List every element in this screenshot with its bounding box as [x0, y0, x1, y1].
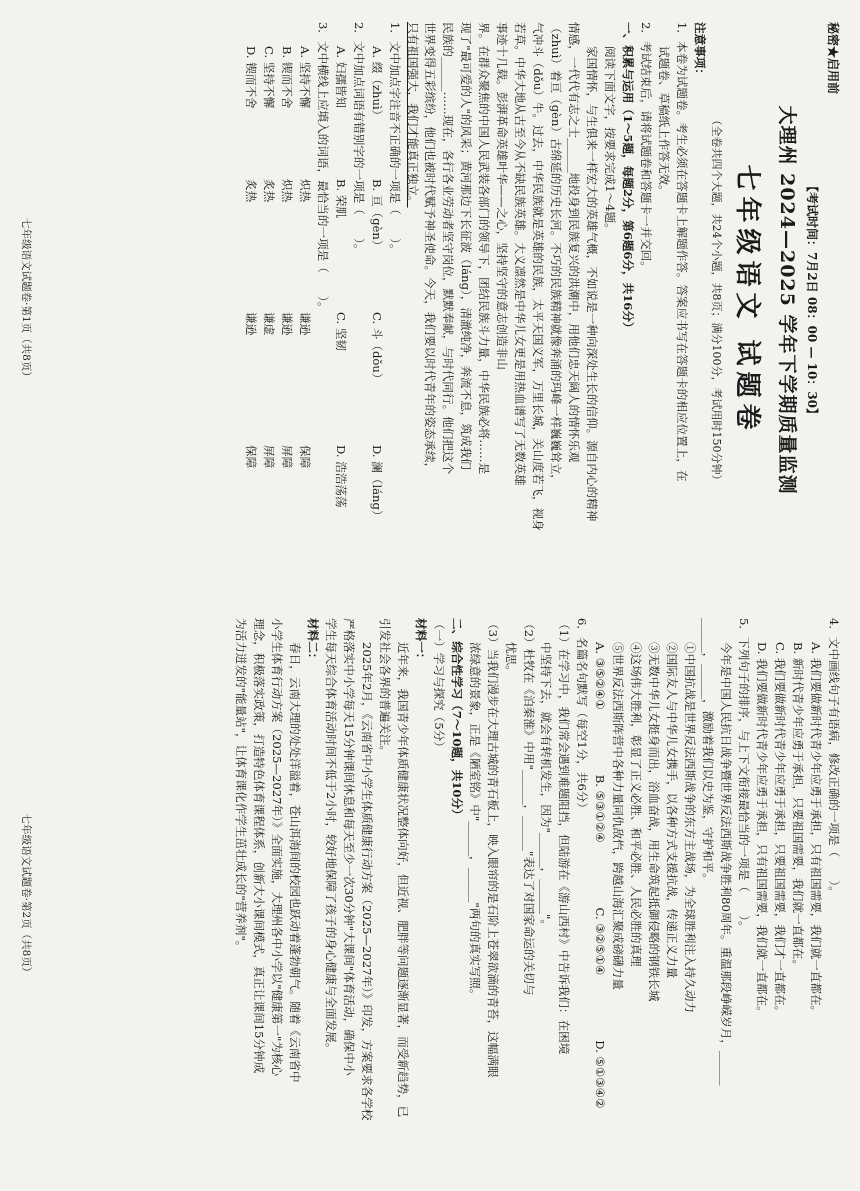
question-3-option-row	[259, 22, 277, 578]
question-3: 3．文中横线上应填入的词语，最恰当的一项是（ ）。	[315, 22, 330, 314]
question-1: 1．文中加点字注音不正确的一项是（ ）。	[387, 22, 402, 256]
q5-item: ④这场伟大胜利，彰显了正义必胜、和平必胜、人民必胜的真理	[629, 642, 644, 967]
option-a: A. 妇孺皆知	[333, 46, 348, 109]
exam-subtitle: 七年级语文 试题卷	[732, 164, 763, 436]
passage-line-underlined: 只有祖国强大，我们才能真正独立。	[405, 22, 420, 208]
q5-item: ①中国抗战是世界反法西斯战争的东方主战场，为全球胜利注入持久动力	[683, 642, 698, 1014]
material-line: 春日，云南大理的处处洋溢着，苍山洱海间的校园也跃动着蓬勃朝气。随着《云南省中	[287, 642, 302, 1083]
option-c: C. 坚韧	[333, 312, 348, 352]
option-cell: 炽热	[279, 179, 294, 203]
question-3-option-row	[295, 22, 313, 578]
option-b: B. 亘（gèn）	[369, 179, 384, 252]
q5-item: ③无数中华儿女挺身而出，浴血奋战，用生命筑起抵御侵略的钢铁长城	[647, 642, 662, 1002]
option-c: C. ③②⑤①④	[593, 907, 608, 976]
page-2-rotated-content	[0, 596, 860, 1191]
q5-item: ②国际友人与中华儿女携手，以各种方式支援抗战，传递正义力量	[665, 642, 680, 979]
question-5: 5．下列句子的排序，与上下文衔接最恰当的一项是（ ）。	[737, 618, 752, 933]
exam-meta: （全卷共四个大题，共24个小题，共8页；满分100分，考试用时150分钟）	[710, 114, 724, 486]
q4-option-c: C. 我们要做新时代青少年应勇于承担，只要祖国需要，我们才一直都在。	[773, 642, 788, 1018]
exam-time: 【考试时间：7月2日 08：00 — 10：30】	[805, 179, 820, 421]
option-d: D. 浩浩荡荡	[333, 445, 348, 508]
option-cell: 屏障	[279, 445, 294, 469]
material-1-label: 材料一：	[413, 618, 428, 665]
question-4: 4．文中画线句子有语病，修改正确的一项是（ ）。	[827, 618, 841, 898]
passage-line-underlined: 世界变得五彩缤纷，他们也被时代赋予神圣使命。今天，我们要以时代青年的姿态承续，	[423, 22, 438, 475]
question-3-option-row	[277, 22, 295, 578]
material-line: 小学生体育行动方案（2025—2027年）》全面实施，大理州各中小学以"健康第一"为核心	[269, 618, 284, 1077]
material-line: 严格落实中小学每天15分钟课间休息和每天至少一次30分钟"大课间"体育活动，确保中小	[341, 618, 356, 1076]
q4-option-d: D. 我们要做新时代青少年应勇于承担，只有祖国需要，我们就一直都在。	[755, 642, 770, 1018]
q5-intro-cont: ______，______，激励着我们以史为鉴，守护和平。	[701, 618, 716, 885]
passage-line: 事迹十几载。彭湃革命英雄叶华——之心，坚持坚守的意志创造非山	[495, 22, 510, 370]
page-footer: 七年级语文试题卷·第2页（共8页）	[20, 813, 33, 978]
option-cell: C. 坚持不懈	[261, 46, 276, 109]
material-line: 理念，积极落实政策，打造特色体育课程体系，创新大小课间模式，真正让课间15分钟成	[252, 618, 266, 1074]
passage-line: 情感，一代代有志之士______地投身到民族复兴的洪潮中，用他们忠天阔人的情怀乐观	[567, 22, 582, 463]
question-6: 6．名篇名句默写（每空1分，共6分）	[575, 618, 590, 815]
section-1-heading: 一、积累与运用（1～5题，每题2分，第6题6分，共16分）	[621, 22, 636, 334]
option-cell: D. 锲而不舍	[243, 46, 258, 109]
question-5-options	[590, 618, 608, 1173]
option-a: A. 缀（zhuì）	[369, 46, 384, 122]
section-1-intro: 阅读下面文字，按要求完成1～4题。	[603, 46, 618, 235]
passage-line: 家国情怀，与生俱来一样宏大的英雄气概，不如说是一种向深处生长的信仰。源自内心的精神	[585, 46, 600, 522]
page-footer: 七年级语文试题卷·第1页（共8页）	[20, 218, 33, 382]
option-cell: 谦逊	[297, 312, 312, 336]
option-cell: 谦虚	[261, 312, 276, 336]
material-line: 学生每天综合体育活动时间不低于2小时，较好地保障了孩子的身心健康与全面发展。	[323, 618, 338, 1055]
material-line: 引发社会各界的普遍关注。	[377, 618, 392, 758]
q6-part-3: （3）当我们漫步在大理古城的青石板上，映入眼帘的是石阶上苍翠欲滴的青苔，这幅满眼	[485, 618, 500, 1078]
q6-part-1-cont: 中坚持下去，就会有转机发生，因为"______，______"。	[539, 642, 554, 931]
option-cell: 炽热	[297, 179, 312, 203]
option-cell: 谦逊	[279, 312, 294, 336]
q6-part-3-cont: 浓绿意的景象，正是《陋室铭》中"______，______"两句的真实写照。	[467, 642, 482, 1001]
note-1a: 1．本卷为试题卷。考生必须在答题卡上解题作答。答案应书写在答题卡的相应位置上，在	[675, 22, 690, 482]
section-2-sub: （一）学习与探究（5分）	[431, 618, 446, 753]
passage-line: 民族的______……现在，各行各业劳动者坚守岗位，默默奉献，与时代同行。他们把这个	[441, 22, 456, 475]
passage-line: 现了"最可爱的人"的风采；黄河那边下长征波（láng），清澈纯净，奔流不息，筑成我们	[459, 22, 474, 470]
material-line: 2025年2月，《云南省中小学生体质健康行动方案（2025—2027年）》印发，方案要求各学校	[359, 642, 374, 1121]
section-2-heading: 二、综合性学习（7～10题，共10分）	[449, 618, 464, 821]
option-d: D. 澜（láng）	[369, 445, 384, 522]
option-b: B. 荣肌	[333, 179, 348, 219]
exam-page-2	[0, 596, 860, 1191]
exam-title: 大理州 2024—2025 学年下学期质量监测	[775, 105, 798, 495]
option-c: C. 斗（dǒu）	[369, 312, 384, 385]
q4-option-a: A. 我们要做新时代青少年应勇于承担，只有祖国需要，我们就一直都在。	[809, 642, 824, 1018]
option-a: A. ③⑤②④①	[593, 642, 608, 710]
note-1b: 试题卷、草稿纸上作答无效。	[657, 46, 672, 197]
option-cell: 炙热	[243, 179, 258, 203]
passage-line: （zhuì）着亘（gèn）古绵延的历史长河。不巧的民族精神就像奔涌的玛峰一样巍巍耸立，	[549, 22, 564, 486]
option-d: D. ⑤①③④②	[593, 1040, 608, 1109]
notes-title: 注意事项：	[693, 22, 708, 80]
page-2-body	[18, 618, 842, 1173]
option-cell: 保障	[297, 445, 312, 469]
q5-intro: 今年是中国人民抗日战争暨世界反法西斯战争胜利80周年。重温那段峥嵘岁月，______	[719, 642, 734, 1086]
question-2: 2．文中加点词语有错别字的一项是（ ）。	[351, 22, 366, 256]
passage-line: 界。在群众聚焦的中国人民武装各部门的领导下，团结民族斗力量，中华民族必将……是	[477, 22, 492, 475]
material-line: 为活力迸发的"能量站"，让体育课化作学生茁壮成长的"营养剂"。	[234, 618, 249, 953]
option-b: B. ⑤③①②④	[593, 774, 608, 843]
option-cell: 谦逊	[243, 312, 258, 336]
secret-label: 秘密★启用前	[826, 22, 840, 95]
q5-item: ⑤世界反法西斯阵营中各种力量同仇敌忾，跨越山海汇聚成磅礴力量	[611, 642, 626, 990]
question-2-options	[331, 22, 349, 578]
q4-option-b: B. 新时代青少年应勇于承担，只要祖国需要，我们就一直都在。	[791, 642, 806, 971]
passage-line: 若草。中华大地从古至今从不缺民族英雄。大义凛然是中华儿女更是用热血谱写了无数英雄	[513, 22, 528, 486]
option-cell: 炙热	[261, 179, 276, 203]
material-2-label: 材料二：	[305, 618, 320, 665]
q6-part-1: （1）在学习中，我们常会遇到难题阻挡，但陆游在《游山西村》中告诉我们：在困境	[557, 618, 572, 1055]
option-cell: 保障	[243, 445, 258, 469]
q6-part-2-cont: 忧思。	[503, 642, 518, 677]
note-2: 2．考试结束后，请将试题卷和答题卡一并交回。	[639, 22, 654, 273]
question-1-options	[367, 22, 385, 578]
option-cell: 屏障	[261, 445, 276, 469]
option-cell: B. 锲而不舍	[279, 46, 294, 109]
question-3-option-row	[241, 22, 259, 578]
q6-part-2: （2）杜牧在《泊秦淮》中用"______，______"表达了对国家命运的关切与	[521, 618, 536, 996]
passage-line: 气冲斗（dǒu）牛。过去，中华民族就是英雄的民族，太平天国义军，万里长城，关山度若飞，视身	[531, 22, 546, 531]
page-1-body	[18, 22, 842, 578]
option-cell: A. 坚持不懈	[297, 46, 312, 109]
material-line: 近年来，我国青少年体质健康状况整体向好，但近视、肥胖等问题逐渐显著，而受新趋势，已	[395, 642, 410, 1118]
